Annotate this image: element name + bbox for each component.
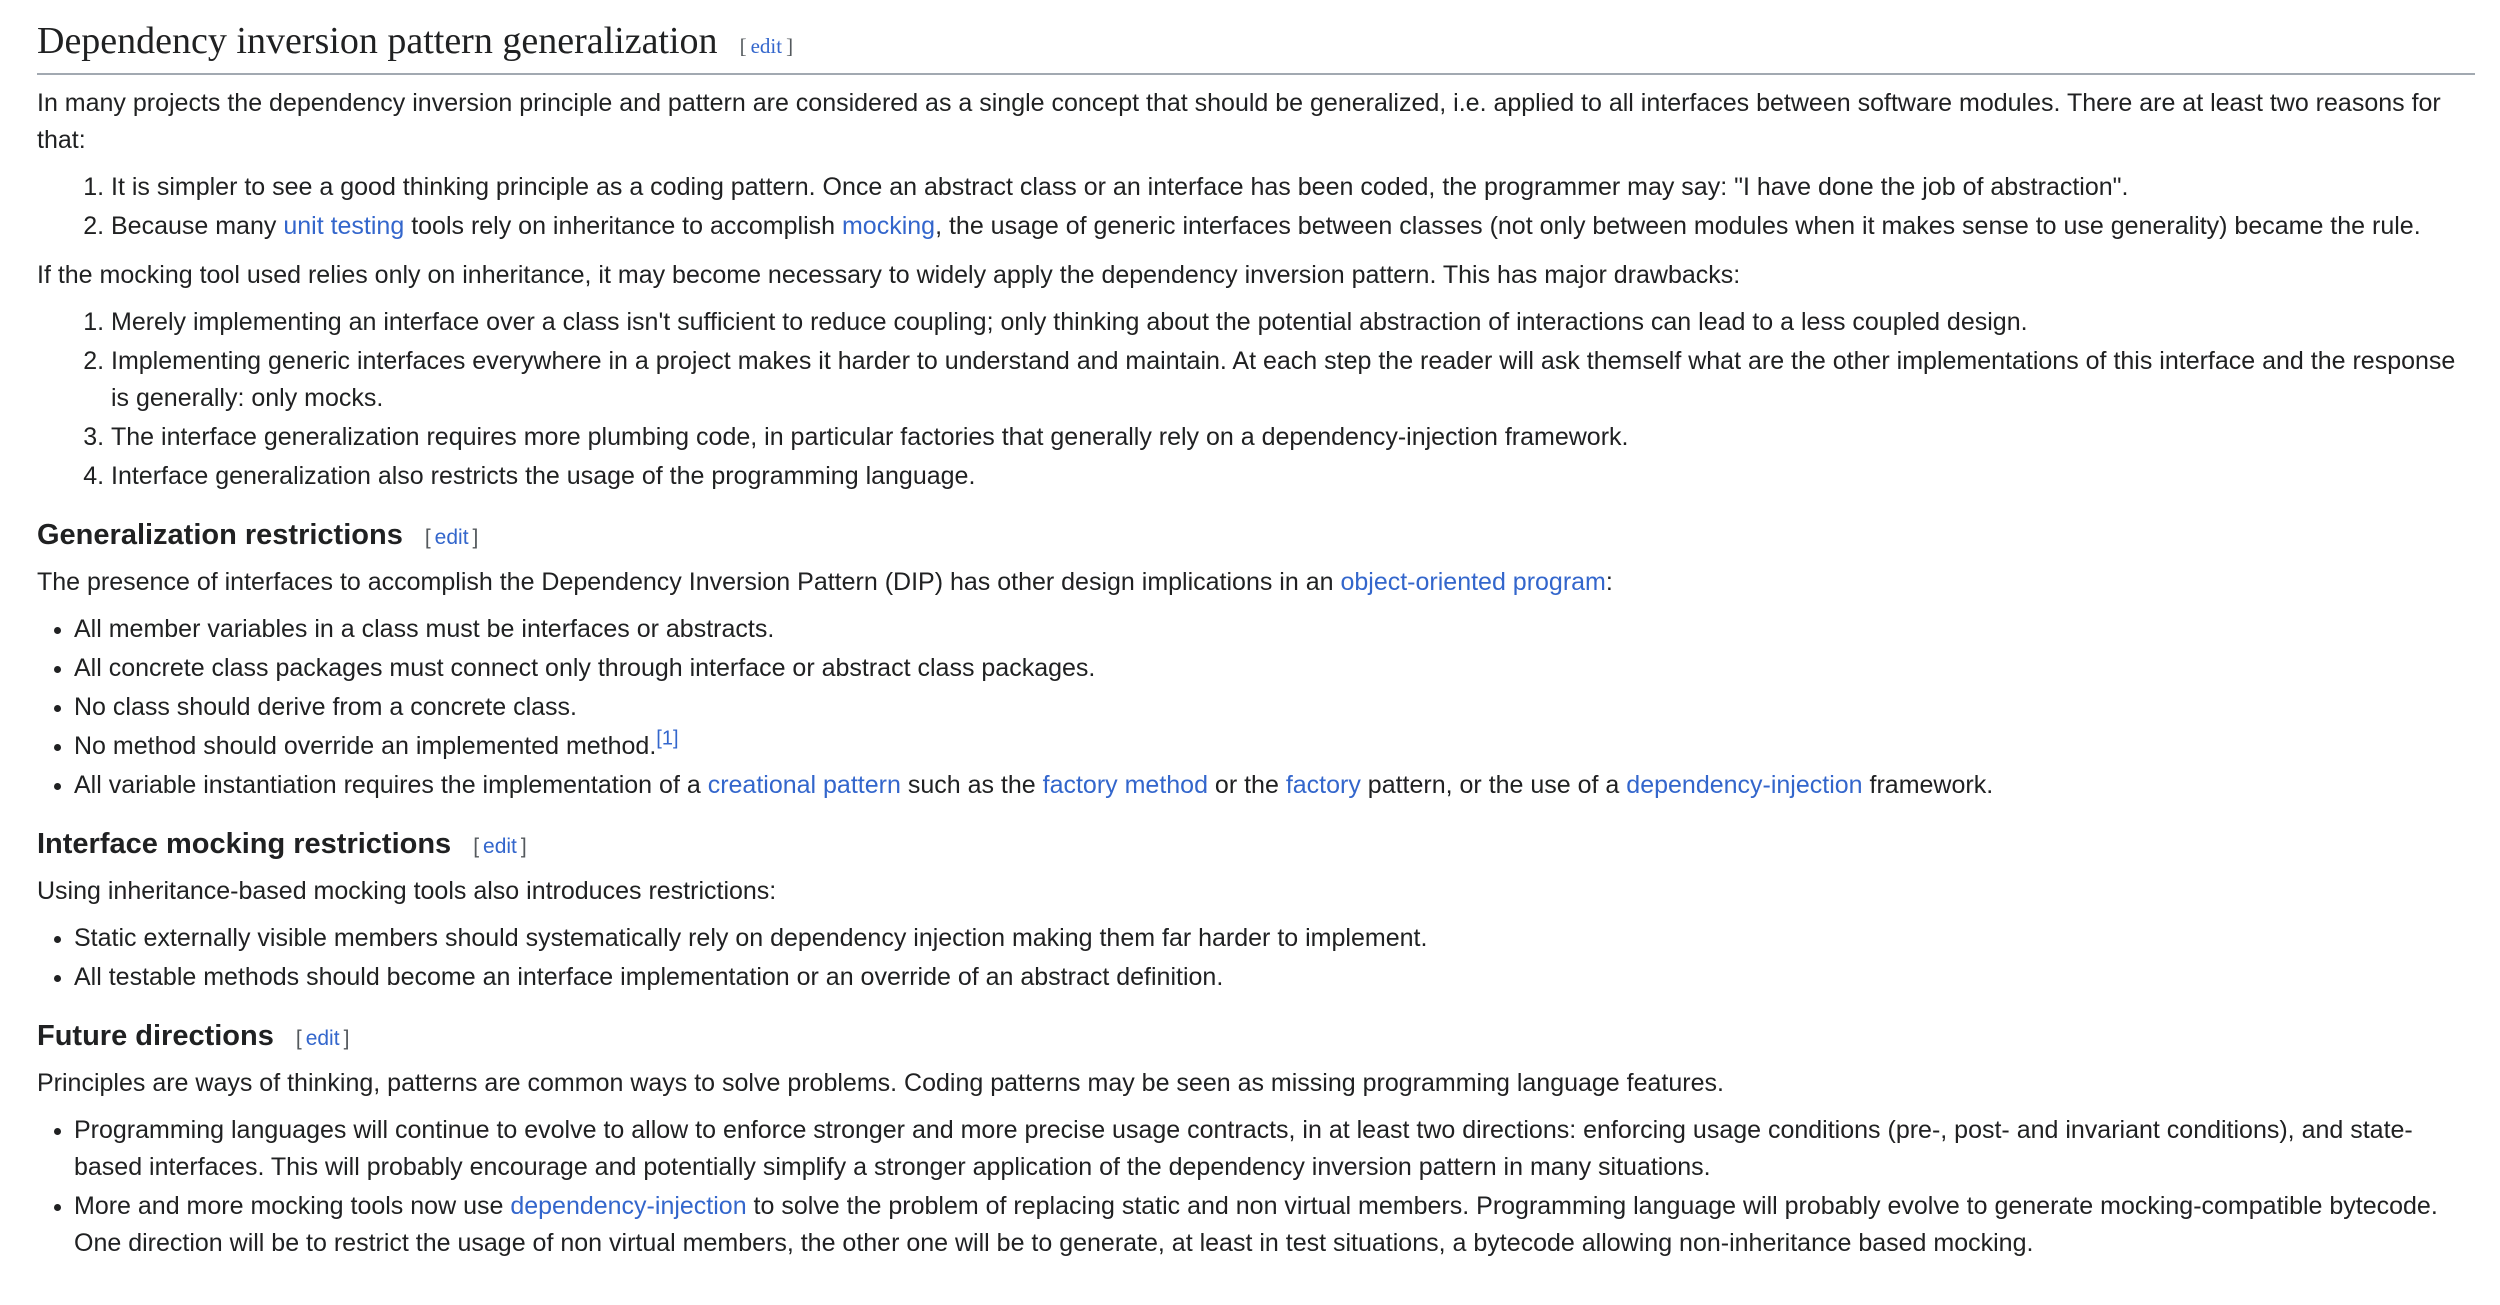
paragraph-intro <box>37 564 2475 601</box>
text-span: such as the <box>900 771 1043 799</box>
list-item <box>74 728 2475 765</box>
text-span: More and more mocking tools now use <box>74 1192 511 1220</box>
link-dependency-injection[interactable]: dependency-injection <box>510 1192 747 1220</box>
edit-section-control: [ edit ] <box>739 34 794 58</box>
list-item: 2. Implementing generic interfaces everywhere in a project makes it harder to understand and maintain. At each step the reader will ask themself what are the other implementations of this interface and the response is generally: only mocks. <box>111 343 2475 417</box>
text-span: tools rely on inheritance to accomplish <box>404 212 842 240</box>
link-creational-pattern[interactable]: creational pattern <box>707 771 901 799</box>
edit-link[interactable]: edit <box>750 34 783 58</box>
list-item: 1. Merely implementing an interface over a class isn't sufficient to reduce coupling; only thinking about the potential abstraction of interactions can lead to a less coupled design. <box>111 304 2475 341</box>
section-title: Interface mocking restrictions <box>37 828 452 860</box>
list-item: Programming languages will continue to evolve to allow to enforce stronger and more precise usage contracts, in at least two directions: enforcing usage conditions (pre-, post- and invariant conditions), and state-based interfaces. This will probably encourage and potentially simplify a stronger application of the dependency inversion pattern in many situations. <box>74 1112 2475 1186</box>
edit-link[interactable]: edit <box>434 526 469 549</box>
list-item <box>111 208 2475 245</box>
section-heading-future-directions <box>37 1016 2475 1059</box>
text-span: : <box>1605 568 1613 596</box>
section-title: Future directions <box>37 1020 274 1052</box>
text-span: pattern, or the use of a <box>1360 771 1627 799</box>
reference-link[interactable]: [1] <box>656 727 679 750</box>
article-content <box>37 14 2475 1274</box>
paragraph-intro: In many projects the dependency inversion principle and pattern are considered as a single concept that should be generalized, i.e. applied to all interfaces between software modules. There are at least two reasons for that: <box>37 89 2441 154</box>
link-mocking[interactable]: mocking <box>841 212 936 240</box>
list-item: Static externally visible members should systematically rely on dependency injection making them far harder to implement. <box>74 920 2475 957</box>
section-heading-generalization-restrictions <box>37 515 2475 558</box>
link-factory-method[interactable]: factory method <box>1042 771 1208 799</box>
edit-link[interactable]: edit <box>305 1027 340 1050</box>
mocking-restrictions-list <box>37 920 2475 996</box>
link-factory[interactable]: factory <box>1285 771 1361 799</box>
list-item: 1. It is simpler to see a good thinking principle as a coding pattern. Once an abstract class or an interface has been coded, the programmer may say: "I have done the job of abstraction". <box>111 169 2475 206</box>
text-span: framework. <box>1862 771 1994 799</box>
list-item <box>74 1188 2475 1262</box>
text-span: The presence of interfaces to accomplish the Dependency Inversion Pattern (DIP) has other design implications in an <box>37 568 1341 596</box>
link-dependency-injection[interactable]: dependency-injection <box>1626 771 1863 799</box>
reasons-list <box>37 169 2475 245</box>
paragraph-drawbacks-intro: If the mocking tool used relies only on inheritance, it may become necessary to widely apply the dependency inversion pattern. This has major drawbacks: <box>37 261 1741 289</box>
list-item: 3. The interface generalization requires more plumbing code, in particular factories that generally rely on a dependency-injection framework. <box>111 419 2475 456</box>
text-span: All variable instantiation requires the implementation of a <box>74 771 708 799</box>
link-object-oriented-program[interactable]: object-oriented program <box>1340 568 1606 596</box>
list-item: All testable methods should become an interface implementation or an override of an abstract definition. <box>74 959 2475 996</box>
restrictions-list <box>37 611 2475 804</box>
list-item: All concrete class packages must connect only through interface or abstract class packages. <box>74 650 2475 687</box>
future-directions-list <box>37 1112 2475 1262</box>
edit-link[interactable]: edit <box>483 835 517 858</box>
list-item: All member variables in a class must be interfaces or abstracts. <box>74 611 2475 648</box>
text-span: , the usage of generic interfaces between classes (not only between modules when it makes sense to use generality) became the rule. <box>935 212 2421 240</box>
list-item: 4. Interface generalization also restricts the usage of the programming language. <box>111 458 2475 495</box>
text-span: or the <box>1207 771 1286 799</box>
list-item <box>74 767 2475 804</box>
drawbacks-list <box>37 304 2475 495</box>
paragraph-intro: Principles are ways of thinking, patterns are common ways to solve problems. Coding patterns may be seen as missing programming language features. <box>37 1069 1724 1097</box>
paragraph-intro: Using inheritance-based mocking tools also introduces restrictions: <box>37 877 777 905</box>
section-heading-dip-generalization <box>37 14 2475 75</box>
list-item: No class should derive from a concrete class. <box>74 689 2475 726</box>
edit-section-control: [ edit ] <box>295 1027 350 1050</box>
section-title: Dependency inversion pattern generalization <box>37 20 718 62</box>
section-title: Generalization restrictions <box>37 519 403 551</box>
text-span: to solve the problem of replacing static and non virtual members. Programming language will probably evolve to generate mocking-compatible bytecode. One direction will be to restrict the usage of non virtual members, the other one will be to generate, at least in test situations, a bytecode allowing non-inheritance based mocking. <box>74 1192 2438 1257</box>
edit-section-control: [ edit ] <box>424 526 479 549</box>
edit-section-control: [ edit ] <box>473 835 527 858</box>
link-unit-testing[interactable]: unit testing <box>283 212 405 240</box>
text-span: Because many <box>111 212 284 240</box>
text-span: No method should override an implemented method. <box>74 732 657 760</box>
section-heading-interface-mocking-restrictions <box>37 824 2475 867</box>
